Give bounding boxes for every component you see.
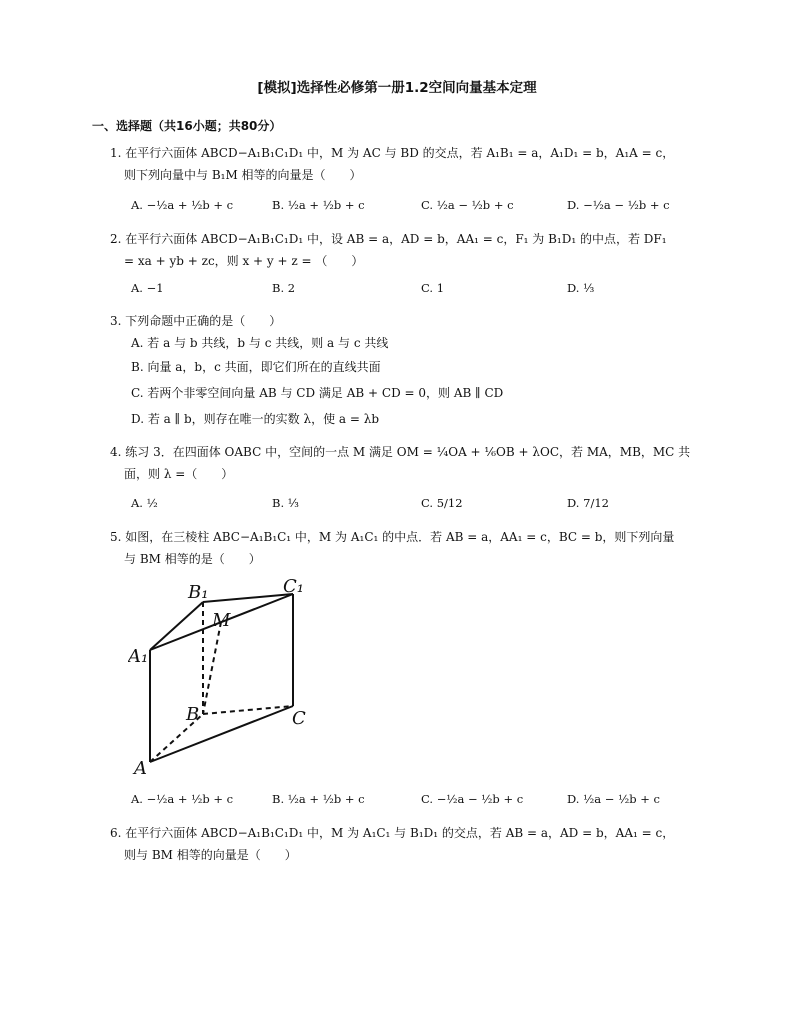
question-6 [110,822,710,866]
option-b[interactable]: B. ⅓ [272,496,299,510]
edge-a1-b1 [150,602,203,650]
label-b: B [186,704,200,725]
section-heading: 一、选择题（共16小题；共80分） [92,119,282,133]
question-text: 则下列向量中与 B₁M 相等的向量是（ ） [124,168,362,182]
question-text: 3. 下列命题中正确的是（ ） [110,314,282,328]
option-a[interactable]: A. −½a + ½b + c [131,198,234,212]
option-d[interactable]: D. ⅓ [567,281,595,295]
page-title: [模拟]选择性必修第一册1.2空间向量基本定理 [257,80,537,96]
option-b[interactable]: B. 向量 a，b，c 共面，即它们所在的直线共面 [131,360,381,374]
question-text: 4. 练习 3．在四面体 OABC 中，空间的一点 M 满足 OM = ¼OA + ⅙OB + λOC，若 MA，MB，MC 共 [110,445,691,459]
question-4 [110,441,710,485]
option-b[interactable]: B. 2 [272,281,296,295]
question-5 [110,526,710,570]
question-text: 6. 在平行六面体 ABCD−A₁B₁C₁D₁ 中，M 为 A₁C₁ 与 B₁D₁ 的交点，若 AB = a，AD = b，AA₁ = c， [110,826,675,840]
label-c: C [292,708,306,729]
option-a[interactable]: A. ½ [131,496,158,510]
question-text: = xa + yb + zc，则 x + y + z = （ ） [124,254,364,268]
option-b[interactable]: B. ½a + ½b + c [272,198,365,212]
question-text: 1. 在平行六面体 ABCD−A₁B₁C₁D₁ 中，M 为 AC 与 BD 的交点，若 A₁B₁ = a，A₁D₁ = b，A₁A = c， [110,146,675,160]
options-row [131,198,691,218]
question-1 [110,142,710,186]
option-a[interactable]: A. 若 a 与 b 共线，b 与 c 共线，则 a 与 c 共线 [131,336,389,350]
option-a[interactable]: A. −1 [131,281,164,295]
edge-b-c [203,706,293,714]
question-2 [110,228,710,272]
option-c[interactable]: C. −½a − ½b + c [421,792,524,806]
option-c[interactable]: C. ½a − ½b + c [421,198,514,212]
label-b1: B₁ [188,582,209,603]
option-c[interactable]: C. 5/12 [421,496,463,510]
question-text: 5. 如图，在三棱柱 ABC−A₁B₁C₁ 中，M 为 A₁C₁ 的中点．若 AB = a，AA₁ = c，BC = b，则下列向量 [110,530,675,544]
question-text: 与 BM 相等的是（ ） [124,552,261,566]
prism-figure [128,578,328,778]
option-d[interactable]: D. 若 a ∥ b，则存在唯一的实数 λ，使 a = λb [131,412,380,426]
segment-b-m [203,622,221,714]
option-d[interactable]: D. 7/12 [567,496,609,510]
label-c1: C₁ [283,578,304,597]
label-m: M [212,610,231,631]
option-a[interactable]: A. −½a + ½b + c [131,792,234,806]
option-d[interactable]: D. ½a − ½b + c [567,792,660,806]
option-d[interactable]: D. −½a − ½b + c [567,198,670,212]
question-text: 2. 在平行六面体 ABCD−A₁B₁C₁D₁ 中，设 AB = a，AD = b，AA₁ = c，F₁ 为 B₁D₁ 的中点，若 DF₁ [110,232,667,246]
option-c[interactable]: C. 若两个非零空间向量 AB 与 CD 满足 AB + CD = 0，则 AB ∥ CD [131,386,504,400]
option-c[interactable]: C. 1 [421,281,445,295]
options-row [131,496,691,516]
edge-b1-c1 [203,594,293,602]
option-b[interactable]: B. ½a + ½b + c [272,792,365,806]
options-row [131,792,691,812]
label-a: A [134,758,147,778]
options-row [131,281,691,301]
label-a1: A₁ [128,646,149,667]
question-text: 面，则 λ =（ ） [124,467,234,481]
question-text: 则与 BM 相等的向量是（ ） [124,848,297,862]
question-3 [110,310,710,332]
edge-a-c [150,706,293,762]
